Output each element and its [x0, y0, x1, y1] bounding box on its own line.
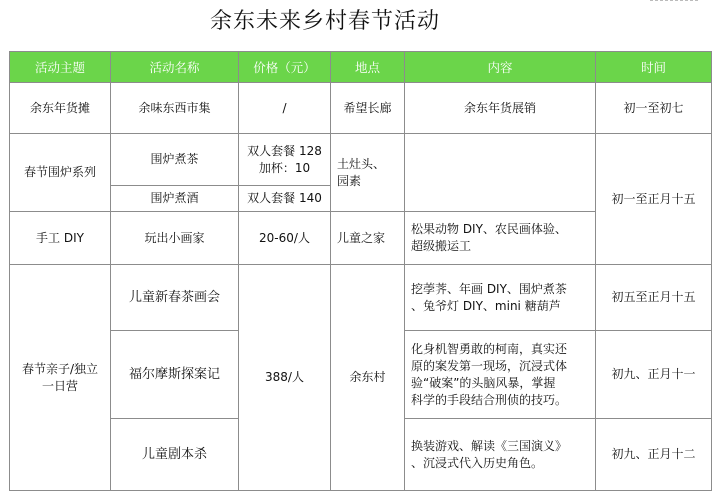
cell-price: 双人套餐 128 加杯：10 [239, 134, 331, 186]
cell-name: 玩出小画家 [111, 212, 239, 265]
table-row [10, 134, 712, 186]
cell-name: 福尔摩斯探案记 [111, 331, 239, 419]
cell-theme: 手工 DIY [10, 212, 111, 265]
cell-place: 余东村 [331, 265, 405, 491]
cell-content: 挖荸荠、年画 DIY、围炉煮茶 、兔爷灯 DIY、mini 糖葫芦 [405, 265, 596, 331]
cell-content: 松果动物 DIY、农民画体验、 超级搬运工 [405, 212, 596, 265]
cell-name: 围炉煮茶 [111, 134, 239, 186]
cell-name: 儿童剧本杀 [111, 419, 239, 491]
cell-content: 换装游戏、解读《三国演义》 、沉浸式代入历史角色。 [405, 419, 596, 491]
cell-place: 土灶头、 园素 [331, 134, 405, 212]
cell-price: 388/人 [239, 265, 331, 491]
cell-time: 初九、正月十二 [596, 419, 712, 491]
cell-place: 儿童之家 [331, 212, 405, 265]
cell-price: 20-60/人 [239, 212, 331, 265]
table-row [10, 83, 712, 134]
page-edge-divider [650, 0, 698, 2]
cell-time: 初一至初七 [596, 83, 712, 134]
cell-theme: 余东年货摊 [10, 83, 111, 134]
activity-table [9, 51, 712, 491]
cell-theme: 春节围炉系列 [10, 134, 111, 212]
cell-time: 初五至正月十五 [596, 265, 712, 331]
header-price: 价格（元） [239, 52, 331, 83]
cell-price: 双人套餐 140 [239, 186, 331, 212]
cell-time: 初九、正月十一 [596, 331, 712, 419]
header-content: 内容 [405, 52, 596, 83]
header-name: 活动名称 [111, 52, 239, 83]
cell-name: 围炉煮酒 [111, 186, 239, 212]
table-row [10, 265, 712, 331]
cell-content: 余东年货展销 [405, 83, 596, 134]
cell-price: / [239, 83, 331, 134]
cell-name: 余味东西市集 [111, 83, 239, 134]
header-time: 时间 [596, 52, 712, 83]
table-header-row [10, 52, 712, 83]
cell-place: 希望长廊 [331, 83, 405, 134]
cell-theme: 春节亲子/独立 一日营 [10, 265, 111, 491]
cell-name: 儿童新春茶画会 [111, 265, 239, 331]
cell-time: 初一至正月十五 [596, 134, 712, 265]
header-theme: 活动主题 [10, 52, 111, 83]
header-place: 地点 [331, 52, 405, 83]
cell-content [405, 134, 596, 212]
cell-content: 化身机智勇敢的柯南，真实还 原的案发第一现场，沉浸式体 验“破案”的头脑风暴，掌握 科学的手段结合刑侦的技巧。 [405, 331, 596, 419]
page-title: 余东未来乡村春节活动 [209, 9, 440, 34]
